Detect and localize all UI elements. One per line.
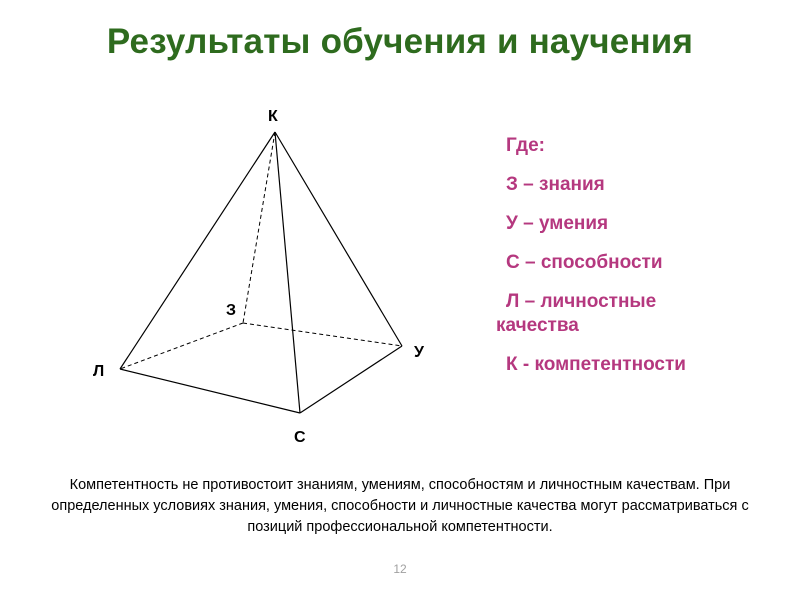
edge-left-front [120,369,300,413]
legend-item-skills: У – умения [506,213,609,234]
slide-caption: Компетентность не противостоит знаниям, умениям, способностям и личностным качествам. При определенных условиях знания, умения, способности и личностные качества могут рассматриваться с позиций профессиональной компетентности. [51,477,749,535]
vertex-label-left: Л [93,363,105,380]
page-number: 12 [393,562,407,576]
legend-item-personal-qualities: Л – личностные качества [496,291,657,336]
vertex-label-apex: К [268,108,278,125]
legend-item-competencies: К - компетентности [506,354,686,375]
edge-front-right [300,346,402,413]
legend-heading: Где: [506,135,546,156]
edge-apex-back-hidden [243,132,275,323]
edge-apex-right [275,132,402,346]
legend [496,134,786,392]
legend-item-abilities: С – способности [506,252,663,273]
edge-back-left-hidden [120,323,243,369]
vertex-label-front: С [294,429,306,446]
edge-apex-left [120,132,275,369]
vertex-label-back: З [226,302,237,319]
edge-back-right-hidden [243,323,402,346]
legend-item-knowledge: З – знания [506,174,605,195]
slide-title: Результаты обучения и научения [106,22,694,61]
vertex-label-right: У [414,344,424,361]
edge-apex-front [275,132,300,413]
